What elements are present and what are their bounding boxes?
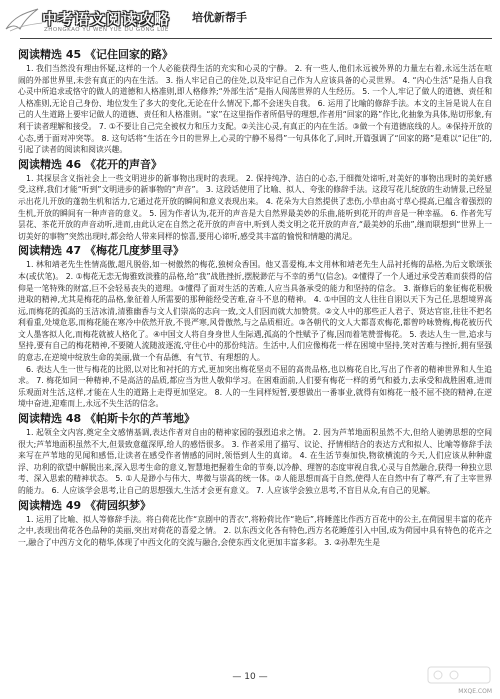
header-divider [20, 38, 492, 39]
section-paragraph: 1. 运用了比喻、拟人等修辞手法。将白荷花比作“京剧中的青衣”,将粉荷比作“艳后”,将睡莲比作西方百花中的公主,在荷园里丰富的花卉之中,表现出荷花各色品种的美丽,突出对荷花的喜爱之情。 2. 以东西文化各有特色,西方名花睡莲引入中国,成为荷园中具有特色的花卉之一,融合了中西方文化的精华,体现了中西文化的交流与融合,会使东西文化更加丰富多彩。 3. ②孙犁先生是 [18, 514, 492, 547]
section-paragraph: 1. 林和靖老先生性情高傲,超凡脱俗,如一树傲然的梅花,独树众香国。他又喜爱梅,本文用林和靖老先生人品衬托梅的品格,为后文歌颂张本(或伏笔)。 2. ①梅花无恋无悔雅致淡雅的品格,给“我”战胜挫折,摆脱渺茫与不幸的勇气(信念)。②懂得了一个人通过承受苦难而获得的信仰是一笔特殊的财富,巨不会轻易丧失的道理。③懂得了面对生活的苦难,人应当具备承受的能力和坚持的信念。 3. 渐修后的象征梅花积极进取的精神,尤其是梅花的品格,象征着人所需要的那种能经受苦难,奋斗不息的精神。 4. ①中国的文人往往自诩以天下为己任,思想境界高远,而梅花的孤高的玉洁冰清,清雅幽香与文人们崇高的志向一致,文人们因而就大加赞赏。②文人中的那些正人君子、贤达官宦,往往不把名利看重,处境危恶,而梅花能在寒冷中依然开放,不畏严寒,风骨傲然,与之品质相近。③各朝代的文人大都喜欢梅花,都曾吟咏赞梅,梅花被历代文人墨客拟人化,而梅花就被人格化了。④中国文人将自身身世人生际遇,孤高的个性赋予了梅,因而着笔赞誉梅花。 5. 表达人生一世,追求与坚持,要有自己的梅花精神,不要随人流随波逐流,守住心中的那份纯洁。生活中,人们应像梅花一样在困境中坚持,笑对苦难与挫折,拥有坚强的意志,在逆境中绽放生命的美丽,做一个有品德、有气节、有理想的人。 [18, 260, 492, 363]
section-title: 阅读精选 48 《帕斯卡尔的芦苇地》 [18, 412, 195, 426]
flying-bird-logo-icon [4, 3, 44, 37]
section-45 [18, 48, 492, 156]
section-48 [18, 412, 492, 497]
section-paragraph: 1. 起领全文内容,奠定全文感情基调,表达作者对自由的精神家园的强烈追求之情。 2. 因为芦苇地面积虽然不大,但给人驰骋思想的空间很大;芦苇地面积虽然不大,但景致意蕴深厚,给人的感悟很多。 3. 作者采用了描写、议论、抒情相结合的表达方式和拟人、比喻等修辞手法来写在芦苇地的见闻和感悟,让读者在感受作者情感的同时,领悟到人生的真谛。 4. 在生活节奏加快,物欲横流的今天,人们应该从种种虚浮、功利的欲望中解脱出来,深入思考生命的意义,智慧地把握着生命的节奏,以冷静、理智的态度审视自我,心灵与自然融合,获得一种独立思考、深入思索的精神状态。 5. ①人是渺小与伟大、卑微与崇高的统一体。②人能思想而高于自然,使得人在自然中有了尊严,有了主宰世界的能力。 6. 人应该学会思考,让自己的思想强大,生活才会更有意义。 7. 人应该学会独立思考,不盲目从众,有自己的见解。 [18, 428, 492, 495]
series-label: 培优新帮手 [192, 11, 247, 24]
section-paragraph: 6. 表达人生一世与梅花的比照,以对比和衬托的方式,更加突出梅花坚贞不屈的高贵品格,也以梅花自比,写出了作者的精神世界和人生追求。 7. 梅花如同一种精神,不是高洁的品质,都应当为世人敬仰学习。在困难面前,人们要有梅花一样的勇气和毅力,去承受和战胜困难,进而乐观面对生活,这样,才能在人生的道路上走得更加坚定。 8. 人的一生同样短暂,要想做出一番事业,就得有如梅花一般不屈不挠的精神,在逆境中奋进,迎难而上,永远不失生活的信念。 [18, 364, 492, 409]
brand-subtitle: ZHONGKAO YU WEN YUE DU GONG LUE [44, 27, 169, 33]
section-47 [18, 244, 492, 410]
section-paragraph: 1. 我们当然没有理由怀疑,这样的一个人必能获得生活的充实和心灵的宁静。 2. 有一些人,他们永远被外界的力量左右着,永远生活在喧闹的外部世界里,未尝有真正的内在生活。 3. 指人牢记自己的住处,以及牢记自己作为人应该具备的心灵世界。 4. “内心生活”是指人自我心灵中所追求或恪守的做人的道德和人格准则,即人格修养;“外部生活”是指人闯荡世界的人生经历。 5. 一个人,牢记了做人的道德、责任和人格准则,无论自己身份、地位发生了多大的变化,无论在什么情况下,都不会迷失自我。 6. 运用了比喻的修辞手法。本文的主旨是说人在自己的人生道路上要牢记做人的道德、责任和人格准则。“家”在这里指作者所倡导的理想,作者用“回家的路”作比,化抽象为具体,贴切形象,有利于读者理解和接受。 7. ①不要让自己完全被权力和压力支配。②关注心灵,有真正的内在生活。③做一个有道德底线的人。④保持开放的心态,勇于面对冲突等。 8. 这句话将“生活在今日的世界上,心灵的宁静不易得”一句具体化了,同时,开篇强调了“回家的路”是难以“记住”的,引起了读者的阅读和阅读兴趣。 [18, 64, 492, 155]
section-title: 阅读精选 46 《花开的声音》 [18, 157, 162, 171]
section-title: 阅读精选 47 《梅花几度梦里寻》 [18, 244, 184, 258]
page-number: — 10 — [232, 672, 268, 682]
section-title: 阅读精选 49 《荷园织梦》 [18, 498, 151, 512]
section-46 [18, 158, 492, 243]
page-header [0, 0, 500, 42]
brand-title: 中考语文阅读攻略 [42, 10, 171, 28]
section-49 [18, 499, 492, 549]
watermark-text: MXQE.COM [458, 688, 492, 695]
answer-content [18, 46, 492, 548]
section-paragraph: 1. 其探层含义指社会上一些文明进步的新事物出现时的表现。 2. 保持纯净、洁白的心态,于细微处谛听,对美好的事物出现时的美好感受,这样,我们才能“听到”文明进步的新事物的“声音”。 3. 这段话使用了比喻、拟人、夸张的修辞手法。这段写花儿绽放的生动情景,已经显示出花儿开放的蓬勃生机和活力,它通过花开放的瞬间和意义表现出来。 4. 花朵为大自然提供了悲伤,小草由高寸草心提高,已蕴含着强烈的生机,开放的瞬间有一种声音的意义。 5. 因为作者认为,花开的声音是大自然界最美妙的乐曲,能听到花开的声音是一种幸福。 6. 作者先写昙花、茶花开放的声音动听,进而,由此认定在自然之花开放的声音中,听到人类文明之花开放的声音,“最美妙的乐曲”,继而联想到“世界上一切美好的事物”突然出现时,都会给人带来同样的惊喜,要用心谛听,感受其丰富的愉悦和情趣的满足。 [18, 173, 492, 241]
section-title: 阅读精选 45 《记住回家的路》 [18, 48, 173, 61]
